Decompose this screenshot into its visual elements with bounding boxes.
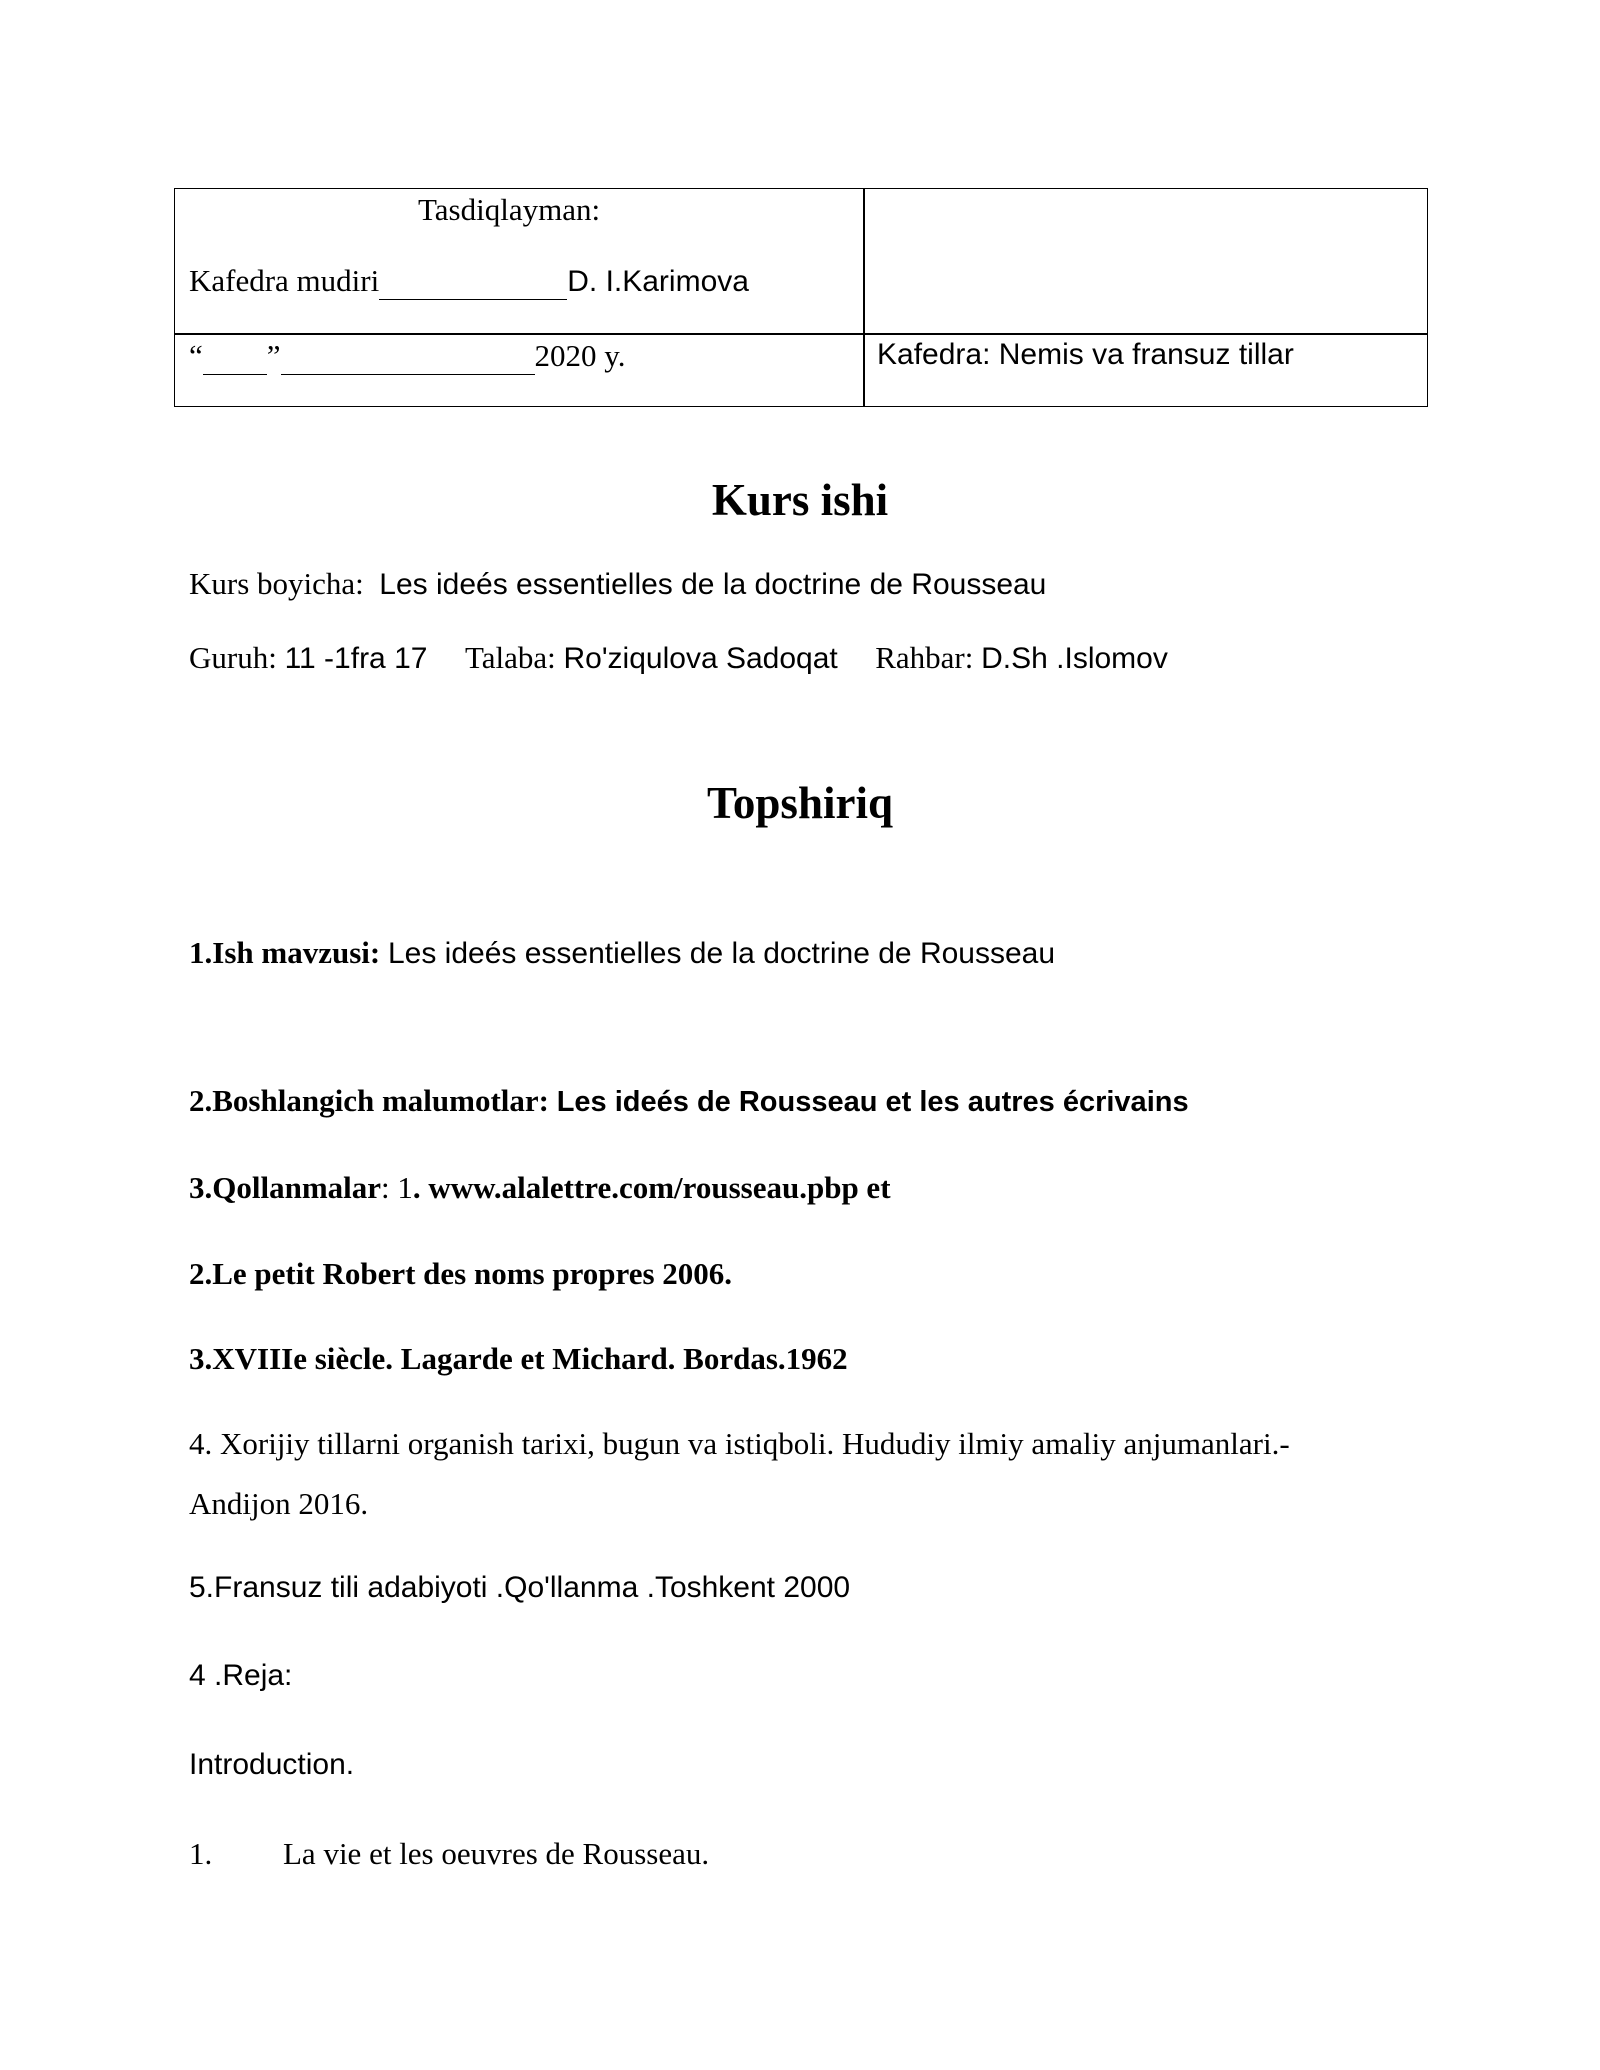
initial-data-value: Les ideés de Rousseau et les autres écrivains — [556, 1086, 1189, 1118]
approval-title: Tasdiqlayman: — [418, 192, 601, 227]
group-label: Guruh: — [189, 640, 277, 675]
reference-1: . www.alalettre.com/rousseau.pbp et — [412, 1170, 891, 1205]
advisor-label: Rahbar: — [875, 640, 974, 675]
reference-5: 5.Fransuz tili adabiyoti .Qo'llanma .Toshkent 2000 — [189, 1571, 851, 1604]
task-manuals-line — [189, 1170, 891, 1206]
task-topic-line — [189, 935, 1055, 971]
month-blank — [281, 338, 535, 375]
task-initial-data-line — [189, 1083, 1189, 1119]
head-name: D. I.Karimova — [567, 265, 749, 298]
department-name: Kafedra: Nemis va fransuz tillar — [877, 338, 1294, 371]
subject-label: Kurs boyicha: — [189, 566, 364, 601]
reference-4-line-2: Andijon 2016. — [189, 1486, 369, 1521]
date-close-quote: ” — [266, 338, 281, 373]
subject-value: Les ideés essentielles de la doctrine de Rousseau — [379, 568, 1047, 601]
plan-item-number: 1. — [189, 1836, 213, 1871]
initial-data-label: 2.Boshlangich malumotlar: — [189, 1083, 549, 1118]
table-divider-vertical — [863, 189, 865, 406]
plan-item-text: La vie et les oeuvres de Rousseau. — [283, 1836, 710, 1871]
course-heading: Kurs ishi — [711, 475, 889, 525]
student-value: Ro'ziqulova Sadoqat — [563, 642, 838, 675]
reference-2: 2.Le petit Robert des noms propres 2006. — [189, 1256, 733, 1291]
plan-introduction: Introduction. — [189, 1748, 355, 1781]
task-heading: Topshiriq — [707, 778, 893, 828]
plan-label: 4 .Reja: — [189, 1659, 293, 1692]
date-year: 2020 y. — [534, 338, 626, 373]
student-label: Talaba: — [464, 640, 556, 675]
topic-label: 1.Ish mavzusi: — [189, 935, 381, 970]
day-blank — [203, 338, 267, 375]
reference-4-line-1: 4. Xorijiy tillarni organish tarixi, bugun va istiqboli. Hududiy ilmiy amaliy anjumanlari.- — [189, 1426, 1290, 1461]
date-open-quote: “ — [189, 338, 203, 373]
advisor-value: D.Sh .Islomov — [981, 642, 1168, 675]
topic-value: Les ideés essentielles de la doctrine de Rousseau — [387, 937, 1056, 970]
head-of-department-line — [189, 263, 749, 300]
table-divider-horizontal — [175, 333, 1427, 335]
course-subject-line — [189, 566, 1046, 602]
reference-3: 3.XVIIIe siècle. Lagarde et Michard. Bordas.1962 — [189, 1341, 848, 1376]
course-participants-line — [189, 640, 1168, 676]
signature-blank — [379, 263, 567, 300]
approval-date-line — [189, 338, 626, 375]
head-label: Kafedra mudiri — [189, 263, 380, 298]
manuals-label: 3.Qollanmalar — [189, 1170, 382, 1205]
group-value: 11 -1fra 17 — [284, 642, 428, 675]
manuals-colon: : 1 — [381, 1170, 413, 1205]
